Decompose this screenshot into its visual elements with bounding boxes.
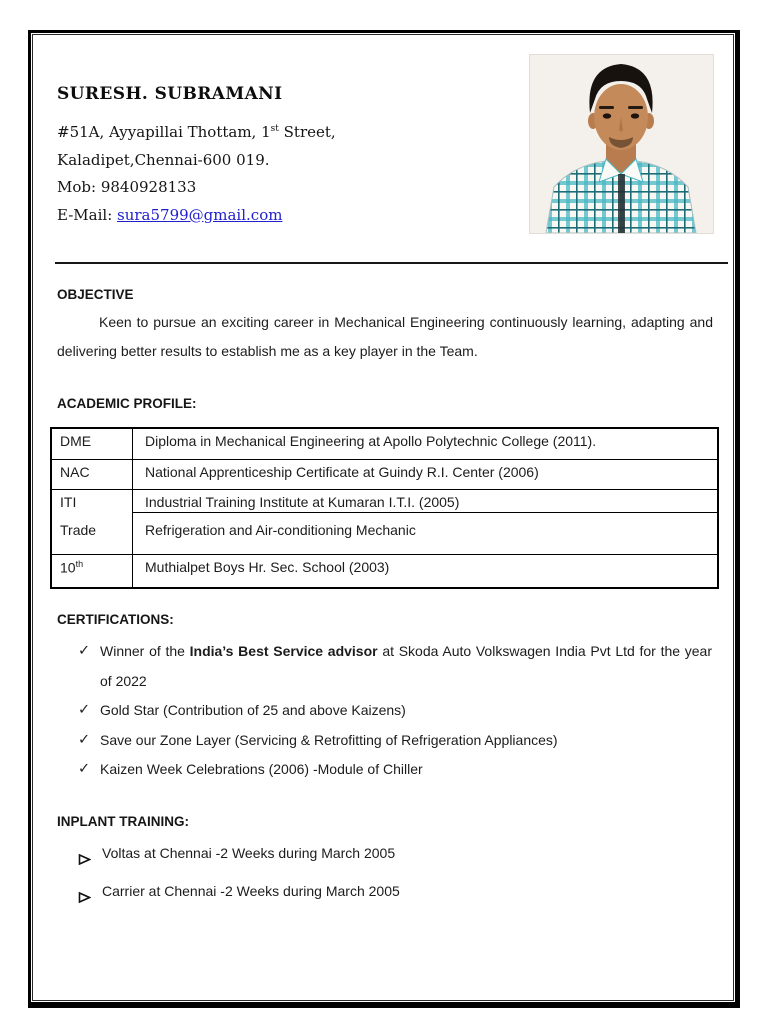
- check-bullet-icon: ✓: [78, 731, 91, 748]
- table-row: [51, 460, 718, 490]
- table-row: [51, 490, 718, 513]
- certification-item: [78, 755, 712, 785]
- training-item: [78, 876, 678, 914]
- table-cell-tenth-value: Muthialpet Boys Hr. Sec. School (2003): [133, 555, 719, 589]
- table-row: [51, 513, 718, 555]
- table-row: [51, 428, 718, 460]
- email-link[interactable]: sura5799@gmail.com: [117, 205, 283, 224]
- portrait-image: [530, 55, 713, 233]
- certification-text: Save our Zone Layer (Servicing & Retrofitting of Refrigeration Appliances): [100, 731, 558, 748]
- header-divider: [55, 262, 728, 264]
- academic-profile-heading: ACADEMIC PROFILE:: [57, 396, 197, 411]
- address-line-2: Kaladipet,Chennai-600 019.: [57, 150, 270, 169]
- certification-text: Winner of the India’s Best Service advisor at Skoda Auto Volkswagen India Pvt Ltd for the year of 2022: [100, 643, 712, 689]
- table-cell-dme-value: Diploma in Mechanical Engineering at Apollo Polytechnic College (2011).: [133, 428, 719, 460]
- address-line-1: #51A, Ayyapillai Thottam, 1st Street,: [57, 123, 336, 141]
- email-line: [57, 202, 497, 230]
- candidate-name: SURESH. SUBRAMANI: [57, 84, 283, 104]
- table-cell-iti-value: Industrial Training Institute at Kumaran I.T.I. (2005): [133, 490, 719, 513]
- inplant-training-list: [78, 838, 678, 914]
- check-bullet-icon: ✓: [78, 761, 91, 777]
- inplant-training-heading: INPLANT TRAINING:: [57, 814, 189, 829]
- objective-text: Keen to pursue an exciting career in Mechanical Engineering continuously learning, adapting and delivering better results to establish me as a key player in the Team.: [57, 314, 713, 359]
- certification-item: [78, 696, 712, 726]
- table-cell-iti-trade-label: ITI Trade: [51, 490, 133, 555]
- email-label: E-Mail:: [57, 205, 118, 224]
- training-text: Voltas at Chennai -2 Weeks during March 2005: [102, 845, 396, 861]
- certifications-heading: CERTIFICATIONS:: [57, 612, 174, 627]
- training-item: [78, 838, 678, 876]
- check-bullet-icon: ✓: [78, 702, 91, 718]
- table-cell-tenth-label: 10th: [51, 555, 133, 589]
- header-block: [57, 84, 497, 229]
- certification-item: [78, 726, 712, 756]
- arrow-bullet-icon: [78, 838, 102, 876]
- certification-text: Gold Star (Contribution of 25 and above Kaizens): [100, 702, 406, 718]
- table-cell-nac-label: NAC: [51, 460, 133, 490]
- mobile-number: Mob: 9840928133: [57, 178, 197, 196]
- academic-profile-table: [50, 427, 719, 589]
- certifications-list: [78, 637, 712, 785]
- objective-heading: OBJECTIVE: [57, 287, 134, 302]
- certification-text: Kaizen Week Celebrations (2006) -Module of Chiller: [100, 761, 423, 777]
- table-row: [51, 555, 718, 589]
- certification-item: [78, 637, 712, 696]
- table-cell-dme-label: DME: [51, 428, 133, 460]
- arrow-bullet-icon: [78, 876, 102, 914]
- table-cell-nac-value: National Apprenticeship Certificate at Guindy R.I. Center (2006): [133, 460, 719, 490]
- table-cell-trade-value: Refrigeration and Air-conditioning Mechanic: [133, 513, 719, 555]
- training-text: Carrier at Chennai -2 Weeks during March 2005: [102, 883, 400, 899]
- profile-photo: [530, 55, 713, 233]
- check-bullet-icon: ✓: [78, 643, 91, 659]
